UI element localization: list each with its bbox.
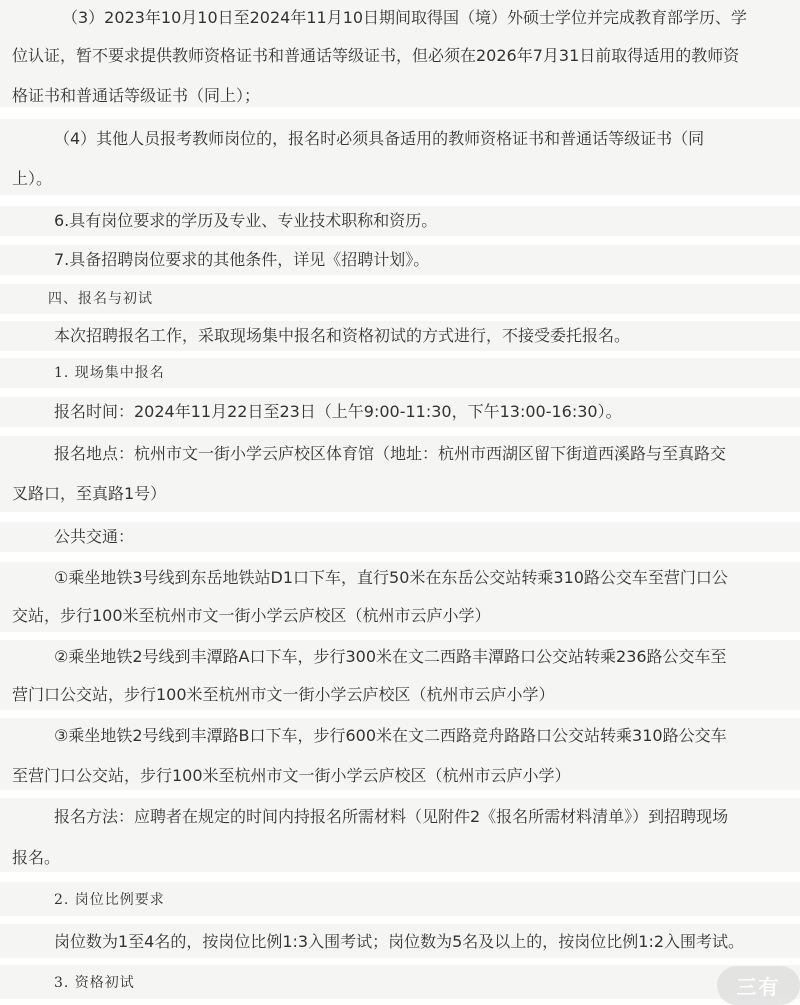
watermark-badge — [717, 966, 800, 1005]
subsection-heading: 3. 资格初试 — [54, 975, 135, 991]
paragraph-line: ③乘坐地铁2号线到丰潭路B口下车，步行600米在文二西路竞舟路路口公交站转乘310路公交车 — [54, 726, 727, 745]
paragraph-line: 6.具有岗位要求的学历及专业、专业技术职称和资历。 — [54, 211, 438, 230]
paragraph-line: 位认证，暂不要求提供教师资格证书和普通话等级证书，但必须在2026年7月31日前取得适用的教师资 — [12, 46, 740, 65]
paragraph-line: 报名地点：杭州市文一街小学云庐校区体育馆（地址：杭州市西湖区留下街道西溪路与至真路交 — [54, 444, 727, 463]
paragraph-line: （4）其他人员报考教师岗位的，报名时必须具备适用的教师资格证书和普通话等级证书（同 — [54, 129, 705, 148]
paragraph-line: ①乘坐地铁3号线到东岳地铁站D1口下车，直行50米在东岳公交站转乘310路公交车至营门口公 — [54, 568, 728, 587]
paragraph-line: 至营门口公交站，步行100米至杭州市文一街小学云庐校区（杭州市云庐小学） — [12, 766, 571, 785]
paragraph-line: 报名时间：2024年11月22日至23日（上午9:00-11:30，下午13:00-16:30）。 — [54, 402, 622, 421]
watermark-text: 三有 — [736, 975, 781, 999]
section-heading: 四、报名与初试 — [48, 291, 153, 307]
paragraph-line: 上）。 — [12, 169, 53, 188]
subsection-heading: 1. 现场集中报名 — [54, 365, 165, 381]
paragraph-line: 7.具备招聘岗位要求的其他条件，详见《招聘计划》。 — [54, 250, 430, 269]
paragraph-line: 营门口公交站，步行100米至杭州市文一街小学云庐校区（杭州市云庐小学） — [12, 685, 555, 704]
paragraph-line: ②乘坐地铁2号线到丰潭路A口下车，步行300米在文二西路丰潭路口公交站转乘236路公交车至 — [54, 647, 727, 666]
paragraph-line: 报名。 — [12, 848, 61, 867]
paragraph-line: 格证书和普通话等级证书（同上）； — [12, 86, 261, 105]
paragraph-line: 叉路口，至真路1号） — [12, 484, 167, 503]
paragraph-line: 报名方法：应聘者在规定的时间内持报名所需材料（见附件2《报名所需材料清单》）到招聘现场 — [54, 807, 729, 826]
paragraph-line: （3）2023年10月10日至2024年11月10日期间取得国（境）外硕士学位并完成教育部学历、学 — [62, 8, 748, 27]
paragraph-line: 岗位数为1至4名的，按岗位比例1:3入围考试；岗位数为5名及以上的，按岗位比例1:2入围考试。 — [54, 932, 745, 951]
paragraph-line: 本次招聘报名工作，采取现场集中报名和资格初试的方式进行，不接受委托报名。 — [54, 326, 631, 345]
paragraph-line: 公共交通： — [54, 527, 135, 546]
paragraph-line: 交站，步行100米至杭州市文一街小学云庐校区（杭州市云庐小学） — [12, 606, 491, 625]
subsection-heading: 2. 岗位比例要求 — [54, 892, 165, 908]
